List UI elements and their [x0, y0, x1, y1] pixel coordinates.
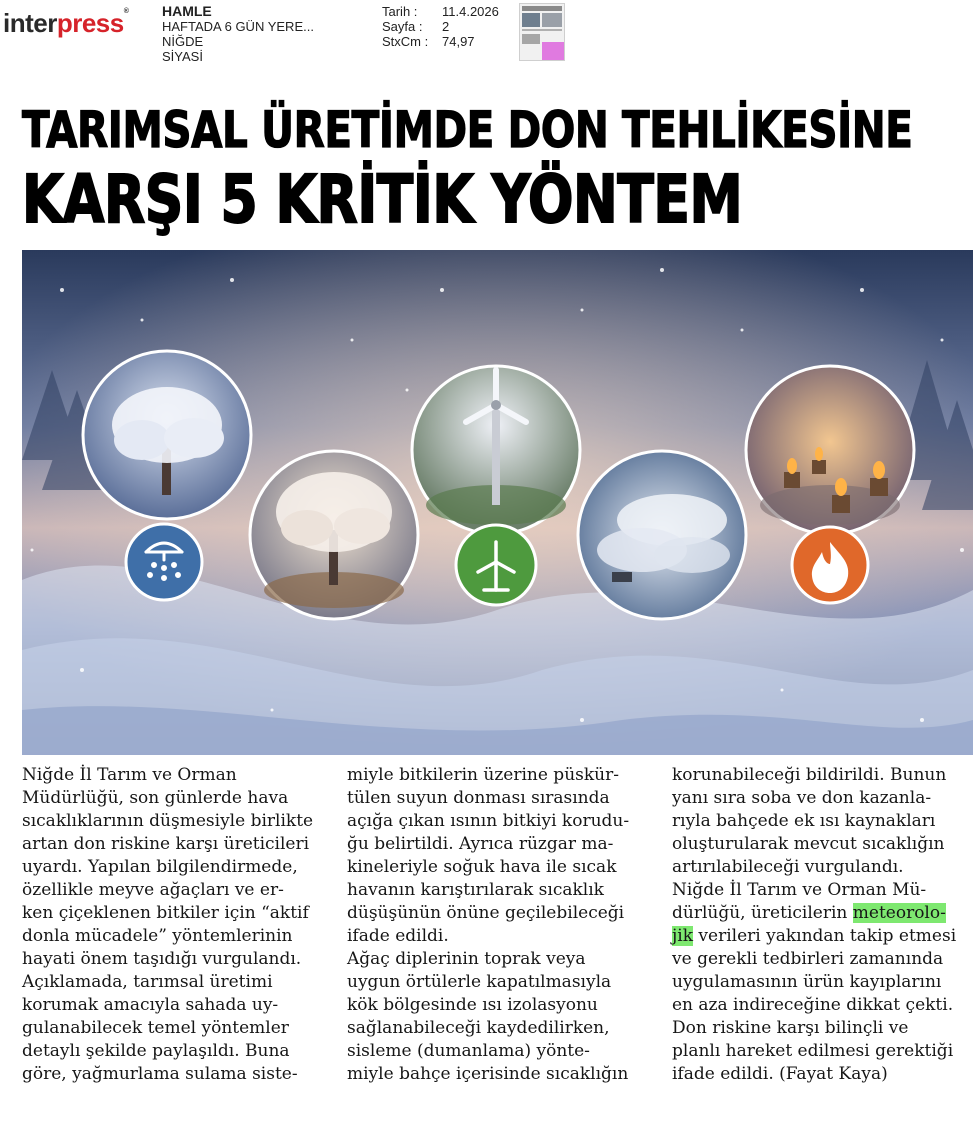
article-line: planlı hareket edilmesi gerektiği: [672, 1041, 954, 1061]
article-column-2: [347, 764, 652, 1086]
article-line: donla mücadele” yöntemlerinin: [22, 926, 293, 946]
article-line: sağlanabileceği kaydedilirken,: [347, 1018, 610, 1038]
article-text: verileri yakından takip etmesi: [698, 926, 957, 946]
article-line: ğu belirtildi. Ayrıca rüzgar ma-: [347, 834, 614, 854]
page-label: Sayfa :: [382, 19, 423, 34]
article-line: tülen suyun donması sırasında: [347, 788, 610, 808]
article-text: dürlüğü, üreticilerin: [672, 903, 848, 923]
article-line: açığa çıkan ısının bitkiyi korudu-: [347, 811, 630, 831]
article-line: oluşturularak mevcut sıcaklığın: [672, 834, 945, 854]
logo-text-main: inter: [3, 8, 57, 38]
article-line: sisleme (dumanlama) yönte-: [347, 1041, 590, 1061]
headline-line-2: KARŞI 5 KRİTİK YÖNTEM: [22, 161, 743, 238]
article-line: [672, 925, 972, 948]
method-heater-scene: [746, 366, 914, 534]
page-thumbnail[interactable]: [519, 3, 565, 61]
article-line: ve gerekli tedbirleri zamanında: [672, 949, 944, 969]
method-sprinkler-scene: [83, 351, 251, 519]
article-line: düşüşünün önüne geçilebileceği: [347, 903, 625, 923]
publication-frequency: HAFTADA 6 GÜN YERE...: [162, 19, 314, 34]
frost-protection-illustration: [22, 250, 973, 755]
publication-section: SİYASİ: [162, 49, 203, 64]
logo-registered-mark: ®: [123, 8, 129, 15]
article-line: Müdürlüğü, son günlerde hava: [22, 788, 289, 808]
date-label: Tarih :: [382, 4, 418, 19]
highlighted-term: meteorolo-: [852, 903, 946, 923]
article-line: miyle bitkilerin üzerine püskür-: [347, 765, 619, 785]
article-line: artan don riskine karşı üreticileri: [22, 834, 310, 854]
article-line: Niğde İl Tarım ve Orman: [22, 765, 237, 785]
article-line: Niğde İl Tarım ve Orman Mü-: [672, 880, 927, 900]
headline: [22, 100, 973, 240]
article-line: rıyla bahçede ek ısı kaynakları: [672, 811, 936, 831]
size-value: 74,97: [442, 34, 475, 49]
article-line: göre, yağmurlama sulama siste-: [22, 1064, 298, 1084]
method-ground-cover-scene: [250, 451, 418, 619]
article-line: özellikle meyve ağaçları ve er-: [22, 880, 284, 900]
article-line: Açıklamada, tarımsal üretimi: [22, 972, 273, 992]
article-line: detaylı şekilde paylaşıldı. Buna: [22, 1041, 290, 1061]
article-line: uygulamasının ürün kayıplarını: [672, 972, 942, 992]
logo-text-accent: press: [56, 8, 124, 38]
article-column-3: [672, 764, 972, 1086]
headline-line-1: TARIMSAL ÜRETİMDE DON TEHLİKESİNE: [22, 101, 913, 159]
date-value: 11.4.2026: [442, 4, 499, 19]
article-line: hayati önem taşıdığı vurgulandı.: [22, 949, 302, 969]
article-line: [672, 902, 972, 925]
publication-name: HAMLE: [162, 3, 212, 19]
clipping-meta: [382, 4, 499, 49]
article-line: sıcaklıklarının düşmesiyle birlikte: [22, 811, 314, 831]
highlighted-term: jik: [672, 926, 694, 946]
article-line: uygun örtülerle kapatılmasıyla: [347, 972, 612, 992]
method-wind-machine-scene: [412, 366, 580, 534]
method-fogging-scene: [578, 451, 746, 619]
article-line: havanın karıştırılarak sıcaklık: [347, 880, 604, 900]
publication-info: [162, 4, 314, 64]
article-line: gulanabilecek temel yöntemler: [22, 1018, 289, 1038]
article-line: kineleriyle soğuk hava ile sıcak: [347, 857, 617, 877]
size-label: StxCm :: [382, 34, 429, 49]
article-line: miyle bahçe içerisinde sıcaklığın: [347, 1064, 629, 1084]
article-line: ifade edildi. (Fayat Kaya): [672, 1064, 888, 1084]
article-line: Don riskine karşı bilinçli ve: [672, 1018, 909, 1038]
article-line: Ağaç diplerinin toprak veya: [347, 949, 586, 969]
sprinkler-icon-badge: [126, 524, 202, 600]
article-line: en aza indireceğine dikkat çekti.: [672, 995, 954, 1015]
article-line: ifade edildi.: [347, 926, 449, 946]
article-line: korunabileceği bildirildi. Bunun: [672, 765, 947, 785]
article-line: artırılabileceği vurgulandı.: [672, 857, 904, 877]
article-line: ken çiçeklenen bitkiler için “aktif: [22, 903, 309, 923]
interpress-logo: [3, 8, 128, 39]
article-line: korumak amacıyla sahada uy-: [22, 995, 279, 1015]
article-line: uyardı. Yapılan bilgilendirmede,: [22, 857, 298, 877]
publication-city: NİĞDE: [162, 34, 204, 49]
article-line: yanı sıra soba ve don kazanla-: [672, 788, 932, 808]
page-value: 2: [442, 19, 450, 34]
article-line: kök bölgesinde ısı izolasyonu: [347, 995, 598, 1015]
article-column-1: [22, 764, 327, 1086]
